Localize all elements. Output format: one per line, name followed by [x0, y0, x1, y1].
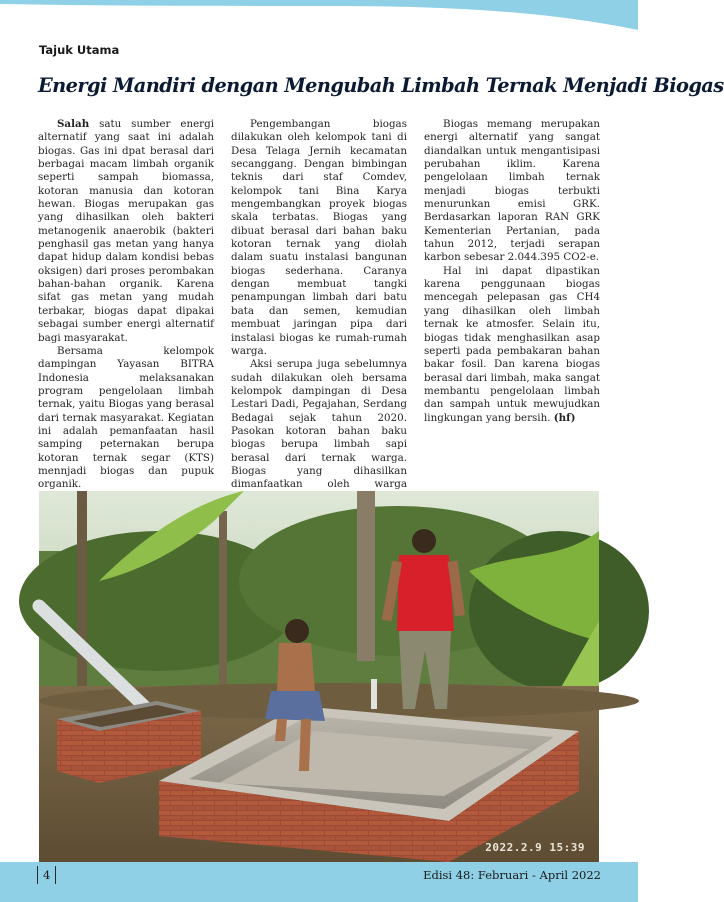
article-body	[38, 118, 601, 491]
article-column-1	[38, 118, 214, 492]
article-column-3	[424, 118, 600, 425]
paragraph-2: Bersama kelompok dampingan Yayasan BITRA Indonesia melaksanakan program pengelolaan limbah ternak, yaitu Biogas yang berasal dari ternak masyarakat. Kegiatan ini adalah pemanfaatan hasil samping peternakan berupa kotoran ternak segar (KTS) mennjadi biogas dan pupuk organik.	[38, 344, 214, 491]
paragraph-5: Biogas memang merupakan energi alternatif yang sangat diandalkan untuk mengantisipasi perubahan iklim. Karena pengelolaan limbah ternak menjadi biogas terbukti menurunkan emisi GRK. Berdasarkan laporan RAN GRK Kementerian Pertanian, pada tahun 2012, terjadi serapan karbon sebesar 2.044.395 CO2-e.	[424, 118, 600, 264]
article-column-2	[231, 118, 407, 521]
article-photo	[39, 491, 599, 862]
paragraph-6-text: Hal ini dapat dipastikan karena penggunaan biogas mencegah pelepasan gas CH4 yang dihasilkan oleh limbah ternak ke atmosfer. Selain itu, biogas tidak menghasilkan asap seperti pada pembakaran bahan bakar fosil. Dan karena biogas berasal dari limbah, maka sangat membantu pengelolaan limbah dan sampah untuk mewujudkan lingkungan yang bersih.	[424, 264, 600, 424]
paragraph-6	[424, 265, 600, 425]
paragraph-4: Aksi serupa juga sebelumnya sudah dilakukan oleh bersama kelompok dampingan di Desa Lestari Dadi, Pegajahan, Serdang Bedagai sejak tahun 2020. Pasokan kotoran bahan baku biogas berupa limbah sapi berasal dari ternak warga. Biogas yang dihasilkan dimanfaatkan oleh warga	[231, 358, 407, 491]
edition-label: Edisi 48: Februari - April 2022	[423, 868, 601, 882]
paragraph-1-text: satu sumber energi alternatif yang saat ini adalah biogas. Gas ini dpat berasal dari berbagai macam limbah organik seperti sampah biomassa, kotoran manusia dan kotoran hewan. Biogas merupakan gas yang dihasilkan oleh bakteri metanogenik anaerobik (bakteri penghasil gas metan yang hanya dapat hidup dalam kondisi bebas oksigen) dari proses perombakan bahan-bahan organik. Karena sifat gas metan yang mudah terbakar, biogas dapat dipakai sebagai sumber energi alternatif bagi masyarakat.	[38, 118, 214, 344]
biogas-construction-photo	[39, 491, 599, 862]
article-title: Energi Mandiri dengan Mengubah Limbah Ternak Menjadi Biogas	[38, 74, 724, 97]
page-number: 4	[37, 866, 56, 884]
photo-timestamp: 2022.2.9 15:39	[485, 841, 585, 854]
section-label: Tajuk Utama	[39, 43, 120, 57]
paragraph-1	[38, 118, 214, 345]
lead-word: Salah	[57, 118, 90, 130]
paragraph-3: Pengembangan biogas dilakukan oleh kelompok tani di Desa Telaga Jernih kecamatan secanggang. Dengan bimbingan teknis dari staf Comdev, kelompok tani Bina Karya mengembangkan proyek biogas skala terbatas. Biogas yang dibuat berasal dari bahan baku kotoran ternak yang diolah dalam suatu instalasi bangunan biogas sederhana. Caranya dengan membuat tangki penampungan limbah dari batu bata dan semen, kemudian membuat jaringan pipa dari instalasi biogas ke rumah-rumah warga.	[231, 118, 407, 357]
header-wave-decoration	[0, 0, 638, 40]
author-signature: (hf)	[553, 411, 576, 424]
